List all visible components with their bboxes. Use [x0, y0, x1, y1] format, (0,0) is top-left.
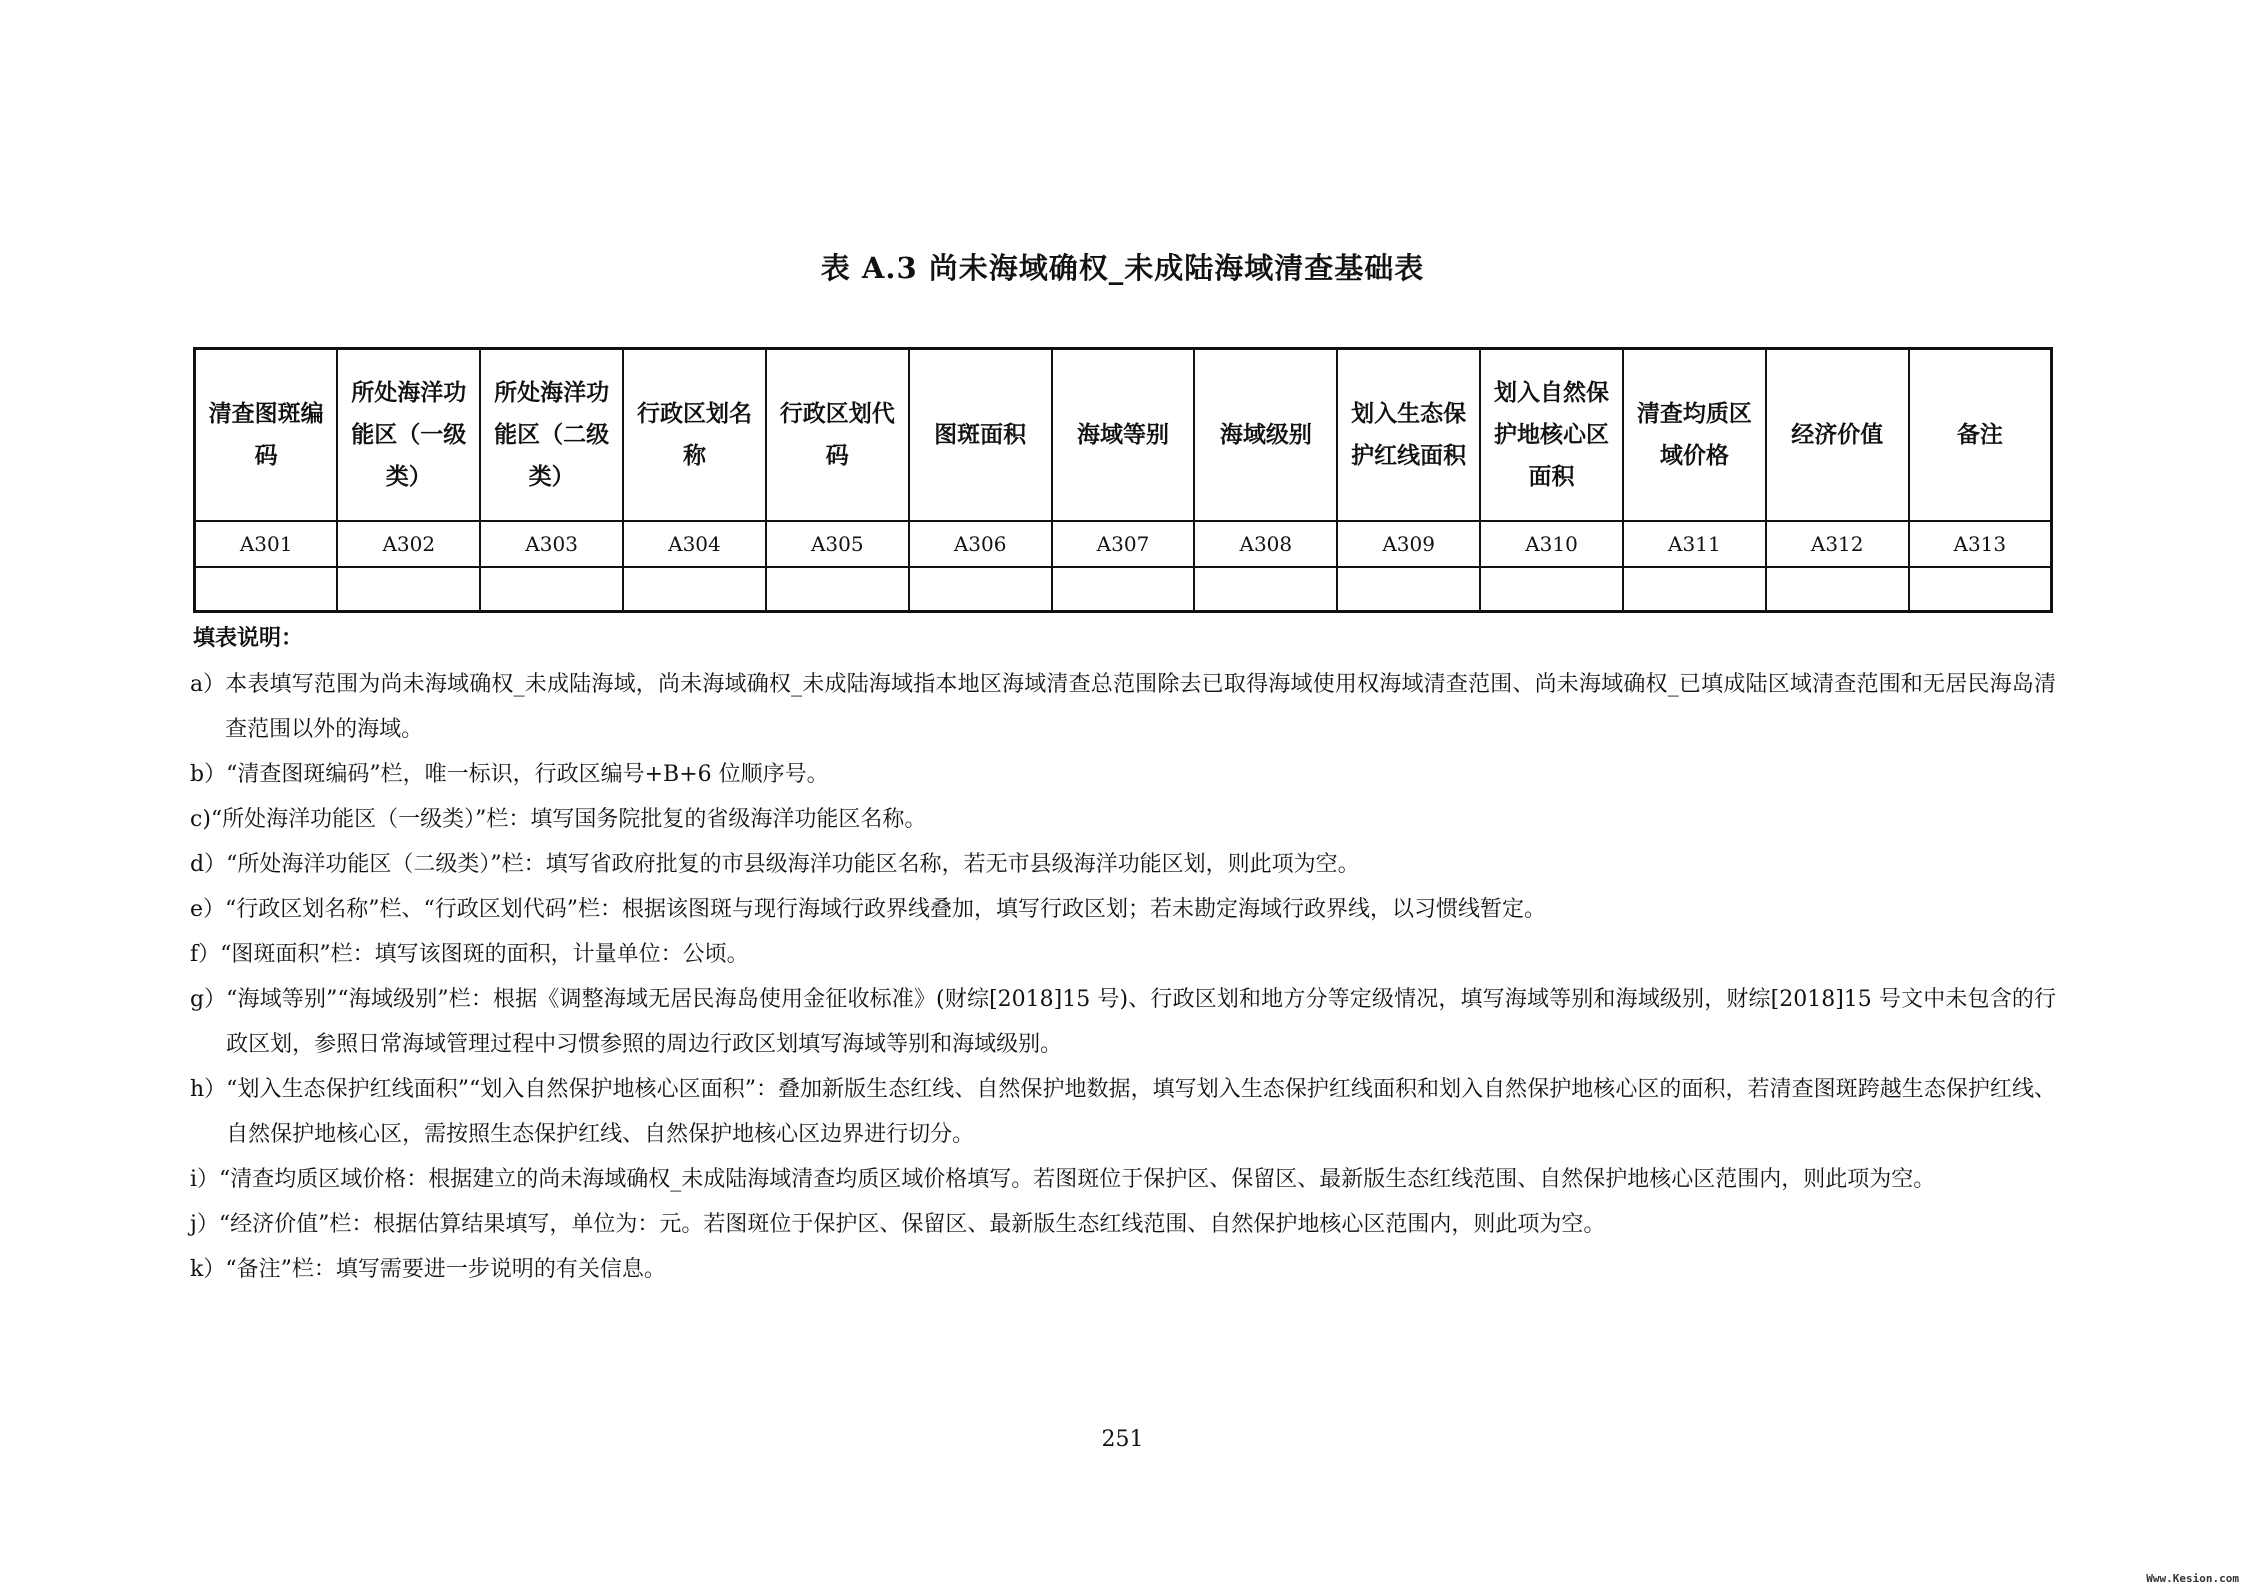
code-cell: A313 — [1909, 521, 2052, 567]
code-cell: A304 — [623, 521, 766, 567]
note-key: b） — [190, 762, 227, 787]
empty-cell — [1194, 567, 1337, 612]
code-cell: A309 — [1337, 521, 1480, 567]
code-cell: A312 — [1766, 521, 1909, 567]
note-key: h） — [190, 1077, 227, 1102]
note-item — [190, 797, 2056, 842]
note-text: “所处海洋功能区（二级类）”栏：填写省政府批复的市县级海洋功能区名称，若无市县级海洋功能区划，则此项为空。 — [226, 852, 1360, 877]
code-cell: A302 — [337, 521, 480, 567]
note-key: c) — [190, 807, 211, 832]
note-text: “划入生态保护红线面积”“划入自然保护地核心区面积”：叠加新版生态红线、自然保护地数据，填写划入生态保护红线面积和划入自然保护地核心区的面积，若清查图斑跨越生态保护红线、自然保护地核心区，需按照生态保护红线、自然保护地核心区边界进行切分。 — [226, 1077, 2056, 1147]
header-cell-a309: 划入生态保护红线面积 — [1337, 349, 1480, 522]
code-cell: A311 — [1623, 521, 1766, 567]
note-text: “清查图斑编码”栏，唯一标识，行政区编号+B+6 位顺序号。 — [226, 762, 829, 787]
note-text: “所处海洋功能区（一级类）”栏：填写国务院批复的省级海洋功能区名称。 — [210, 807, 927, 832]
note-text: “图斑面积”栏：填写该图斑的面积，计量单位：公顷。 — [220, 942, 749, 967]
note-item — [190, 1247, 2056, 1292]
header-cell-a304: 行政区划名称 — [623, 349, 766, 522]
table-empty-row — [195, 567, 2052, 612]
header-cell-a306: 图斑面积 — [909, 349, 1052, 522]
note-item — [190, 1157, 2056, 1202]
note-text: “经济价值”栏：根据估算结果填写，单位为：元。若图斑位于保护区、保留区、最新版生态红线范围、自然保护地核心区范围内，则此项为空。 — [218, 1212, 1606, 1237]
note-item — [190, 932, 2056, 977]
header-cell-a310: 划入自然保护地核心区面积 — [1480, 349, 1623, 522]
code-cell: A308 — [1194, 521, 1337, 567]
note-item — [190, 842, 2056, 887]
code-cell: A310 — [1480, 521, 1623, 567]
table-code-row — [195, 521, 2052, 567]
note-key: g） — [190, 987, 227, 1012]
empty-cell — [1052, 567, 1195, 612]
empty-cell — [1480, 567, 1623, 612]
note-item — [190, 662, 2056, 752]
table-header-row — [195, 349, 2052, 522]
note-key: j） — [190, 1212, 219, 1237]
note-text: “行政区划名称”栏、“行政区划代码”栏：根据该图斑与现行海域行政界线叠加，填写行政区划；若未勘定海域行政界线，以习惯线暂定。 — [225, 897, 1547, 922]
note-key: e） — [190, 897, 226, 922]
note-key: d） — [190, 852, 227, 877]
header-cell-a301: 清查图斑编码 — [195, 349, 338, 522]
code-cell: A306 — [909, 521, 1052, 567]
empty-cell — [480, 567, 623, 612]
empty-cell — [1337, 567, 1480, 612]
note-item — [190, 752, 2056, 797]
note-key: a） — [190, 672, 226, 697]
page-number: 251 — [1101, 1427, 1144, 1452]
note-item — [190, 887, 2056, 932]
header-cell-a302: 所处海洋功能区（一级类） — [337, 349, 480, 522]
header-cell-a303: 所处海洋功能区（二级类） — [480, 349, 623, 522]
notes-heading: 填表说明： — [193, 625, 304, 651]
header-cell-a311: 清查均质区域价格 — [1623, 349, 1766, 522]
note-key: f） — [190, 942, 221, 967]
note-key: i） — [190, 1167, 220, 1192]
note-text: “海域等别”“海域级别”栏：根据《调整海域无居民海岛使用金征收标准》(财综[2018]15 号)、行政区划和地方分等定级情况，填写海域等别和海域级别，财综[2018]15 号文中未包含的行政区划，参照日常海域管理过程中习惯参照的周边行政区划填写海域等别和海域级别。 — [226, 987, 2056, 1057]
note-item — [190, 1067, 2056, 1157]
note-text: “备注”栏：填写需要进一步说明的有关信息。 — [225, 1257, 666, 1282]
empty-cell — [1766, 567, 1909, 612]
header-cell-a308: 海域级别 — [1194, 349, 1337, 522]
empty-cell — [1909, 567, 2052, 612]
code-cell: A305 — [766, 521, 909, 567]
note-item — [190, 977, 2056, 1067]
header-cell-a305: 行政区划代码 — [766, 349, 909, 522]
empty-cell — [909, 567, 1052, 612]
header-cell-a313: 备注 — [1909, 349, 2052, 522]
empty-cell — [1623, 567, 1766, 612]
note-key: k） — [190, 1257, 226, 1282]
empty-cell — [337, 567, 480, 612]
table-title: 表 A.3 尚未海域确权_未成陆海域清查基础表 — [820, 251, 1425, 285]
note-text: 本表填写范围为尚未海域确权_未成陆海域，尚未海域确权_未成陆海域指本地区海域清查总范围除去已取得海域使用权海域清查范围、尚未海域确权_已填成陆区域清查范围和无居民海岛清查范围以外的海域。 — [225, 672, 2056, 742]
empty-cell — [766, 567, 909, 612]
notes-list — [190, 662, 2056, 1292]
header-cell-a312: 经济价值 — [1766, 349, 1909, 522]
code-cell: A307 — [1052, 521, 1195, 567]
note-text: “清查均质区域价格：根据建立的尚未海域确权_未成陆海域清查均质区域价格填写。若图斑位于保护区、保留区、最新版生态红线范围、自然保护地核心区范围内，则此项为空。 — [219, 1167, 1936, 1192]
survey-base-table — [193, 347, 2053, 613]
empty-cell — [623, 567, 766, 612]
code-cell: A301 — [195, 521, 338, 567]
note-item — [190, 1202, 2056, 1247]
watermark: Www.Kesion.com — [2146, 1572, 2239, 1585]
header-cell-a307: 海域等别 — [1052, 349, 1195, 522]
empty-cell — [195, 567, 338, 612]
code-cell: A303 — [480, 521, 623, 567]
